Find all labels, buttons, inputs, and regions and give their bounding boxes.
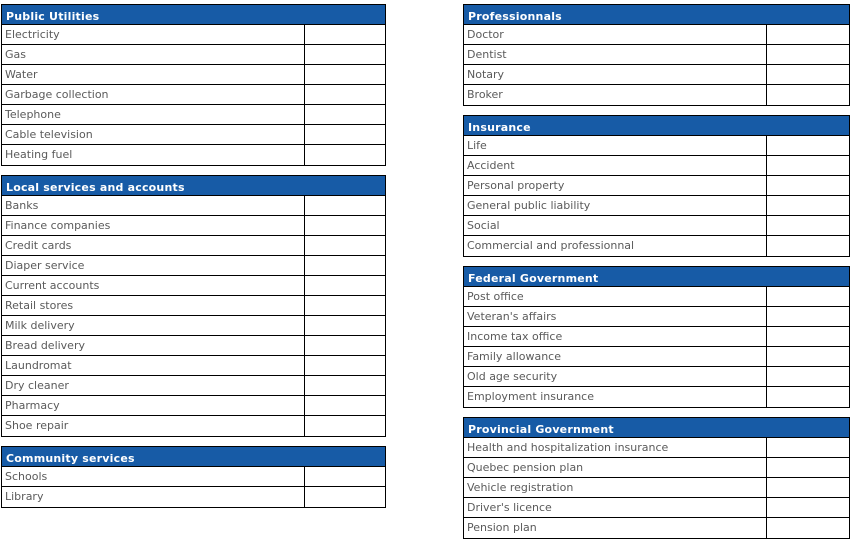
entry-cell[interactable] [766,327,849,346]
entry-cell[interactable] [766,518,849,538]
row-label: Driver's licence [467,501,552,514]
row-label: Diaper service [5,259,85,272]
entry-cell[interactable] [304,105,385,124]
checklist-table [463,4,850,106]
entry-cell[interactable] [766,458,849,477]
row-label: Schools [5,470,48,483]
entry-cell[interactable] [304,416,385,436]
section-body [2,25,385,165]
section-header [464,267,849,287]
table-row [464,498,849,518]
row-label: Shoe repair [5,419,69,432]
table-row [2,467,385,487]
row-label: Banks [5,199,39,212]
row-label: Vehicle registration [467,481,574,494]
row-label: Employment insurance [467,390,594,403]
table-row [2,296,385,316]
row-label: Old age security [467,370,558,383]
row-label: Retail stores [5,299,74,312]
table-row [464,216,849,236]
left-column [1,4,386,540]
row-label: Social [467,219,500,232]
row-label: Finance companies [5,219,111,232]
row-label: Personal property [467,179,565,192]
table-row [464,387,849,407]
table-row [2,316,385,336]
checklist-table [463,266,850,408]
table-row [464,65,849,85]
row-label: Telephone [5,108,61,121]
entry-cell[interactable] [304,396,385,415]
row-label: Water [5,68,38,81]
table-row [464,478,849,498]
table-row [464,136,849,156]
row-label: Family allowance [467,350,561,363]
entry-cell[interactable] [304,216,385,235]
table-row [464,307,849,327]
table-row [464,85,849,105]
row-label: Current accounts [5,279,100,292]
row-label: Pharmacy [5,399,60,412]
entry-cell[interactable] [304,256,385,275]
row-label: Accident [467,159,515,172]
checklist-table [463,115,850,257]
table-row [2,487,385,507]
right-column [463,4,850,540]
row-label: Library [5,490,44,503]
table-row [464,518,849,538]
table-row [2,396,385,416]
row-label: Gas [5,48,26,61]
entry-cell[interactable] [766,45,849,64]
checklist-table [1,175,386,437]
section-title: Professionnals [468,10,562,23]
entry-cell[interactable] [766,498,849,517]
table-row [2,105,385,125]
entry-cell[interactable] [304,125,385,144]
entry-cell[interactable] [766,287,849,306]
table-row [464,176,849,196]
entry-cell[interactable] [766,307,849,326]
table-row [2,25,385,45]
table-row [464,367,849,387]
entry-cell[interactable] [304,316,385,335]
entry-cell[interactable] [766,85,849,105]
row-label: Cable television [5,128,93,141]
entry-cell[interactable] [304,276,385,295]
section-body [464,287,849,407]
row-label: Laundromat [5,359,72,372]
entry-cell[interactable] [304,236,385,255]
row-label: Dry cleaner [5,379,69,392]
entry-cell[interactable] [766,438,849,457]
entry-cell[interactable] [304,356,385,375]
table-row [2,336,385,356]
section-title: Provincial Government [468,423,614,436]
row-label: Heating fuel [5,148,73,161]
entry-cell[interactable] [304,65,385,84]
table-row [2,236,385,256]
section-body [464,25,849,105]
section-body [2,196,385,436]
entry-cell[interactable] [766,196,849,215]
entry-cell[interactable] [304,45,385,64]
table-row [2,65,385,85]
row-label: Pension plan [467,521,537,534]
entry-cell[interactable] [766,65,849,84]
entry-cell[interactable] [766,347,849,366]
row-label: Notary [467,68,505,81]
entry-cell[interactable] [766,236,849,256]
entry-cell[interactable] [304,467,385,486]
table-row [2,376,385,396]
section-header [2,176,385,196]
table-row [2,416,385,436]
section-header [2,447,385,467]
row-label: Quebec pension plan [467,461,584,474]
entry-cell[interactable] [766,478,849,497]
entry-cell[interactable] [304,145,385,165]
section-title: Public Utilities [6,10,100,23]
section-header [464,5,849,25]
table-row [2,276,385,296]
table-row [2,45,385,65]
entry-cell[interactable] [766,136,849,155]
checklist-table [463,417,850,539]
entry-cell[interactable] [766,216,849,235]
section-header [464,418,849,438]
checklist-table [1,4,386,166]
row-label: Dentist [467,48,507,61]
row-label: Income tax office [467,330,563,343]
section-body [464,438,849,538]
table-row [464,347,849,367]
entry-cell[interactable] [766,25,849,44]
section-header [2,5,385,25]
table-row [2,216,385,236]
row-label: Life [467,139,487,152]
row-label: Health and hospitalization insurance [467,441,669,454]
table-row [464,287,849,307]
entry-cell[interactable] [304,85,385,104]
row-label: Garbage collection [5,88,109,101]
table-row [464,45,849,65]
table-row [464,156,849,176]
section-title: Local services and accounts [6,181,185,194]
section-header [464,116,849,136]
entry-cell[interactable] [766,156,849,175]
row-label: Post office [467,290,524,303]
row-label: Veteran's affairs [467,310,557,323]
row-label: General public liability [467,199,591,212]
table-row [464,458,849,478]
section-title: Insurance [468,121,531,134]
table-row [2,256,385,276]
row-label: Electricity [5,28,60,41]
row-label: Credit cards [5,239,72,252]
entry-cell[interactable] [766,367,849,386]
entry-cell[interactable] [766,387,849,407]
section-title: Community services [6,452,135,465]
row-label: Doctor [467,28,504,41]
table-row [464,25,849,45]
table-row [2,356,385,376]
table-row [464,236,849,256]
entry-cell[interactable] [304,25,385,44]
entry-cell[interactable] [304,336,385,355]
entry-cell[interactable] [304,196,385,215]
row-label: Milk delivery [5,319,75,332]
table-row [2,196,385,216]
row-label: Bread delivery [5,339,85,352]
row-label: Commercial and professionnal [467,239,635,252]
entry-cell[interactable] [766,176,849,195]
table-row [464,196,849,216]
entry-cell[interactable] [304,296,385,315]
table-row [464,327,849,347]
table-row [2,145,385,165]
section-body [464,136,849,256]
section-body [2,467,385,507]
checklist-table [1,446,386,508]
row-label: Broker [467,88,503,101]
table-row [2,85,385,105]
entry-cell[interactable] [304,376,385,395]
entry-cell[interactable] [304,487,385,507]
section-title: Federal Government [468,272,599,285]
table-row [2,125,385,145]
table-row [464,438,849,458]
